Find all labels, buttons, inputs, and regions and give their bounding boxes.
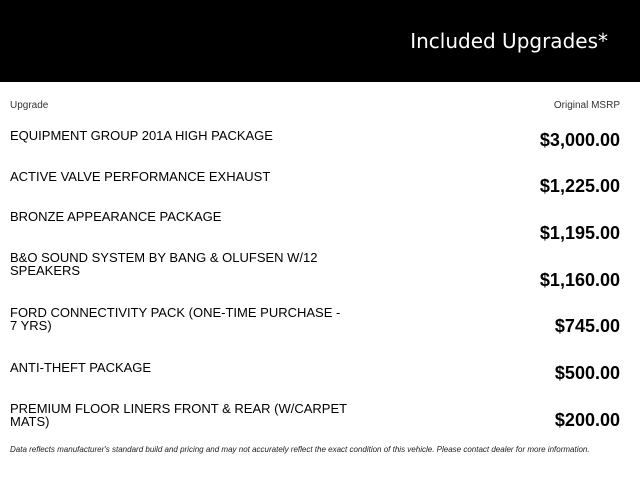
upgrade-price: $3,000.00 xyxy=(539,130,620,150)
header-bar xyxy=(0,0,640,82)
column-header-upgrade: Upgrade xyxy=(10,100,49,111)
page-title: Included Upgrades* xyxy=(410,29,608,53)
upgrade-price: $1,225.00 xyxy=(539,176,620,196)
upgrade-name: ACTIVE VALVE PERFORMANCE EXHAUST xyxy=(10,169,271,184)
upgrade-price: $1,195.00 xyxy=(539,223,620,243)
upgrade-name: B&O SOUND SYSTEM BY BANG & OLUFSEN W/12 SPEAKERS xyxy=(10,250,318,278)
upgrade-name: EQUIPMENT GROUP 201A HIGH PACKAGE xyxy=(10,128,273,143)
column-header-msrp: Original MSRP xyxy=(553,100,620,111)
upgrade-price: $500.00 xyxy=(554,363,620,383)
upgrade-price: $1,160.00 xyxy=(539,270,620,290)
upgrade-name: ANTI-THEFT PACKAGE xyxy=(10,360,152,375)
disclaimer-text: Data reflects manufacturer's standard build and pricing and may not accurately reflect the exact condition of this vehicle. Please contact dealer for more information. xyxy=(10,445,590,454)
upgrade-name: PREMIUM FLOOR LINERS FRONT & REAR (W/CARPET MATS) xyxy=(10,401,347,429)
upgrade-name: BRONZE APPEARANCE PACKAGE xyxy=(10,209,222,224)
upgrade-price: $200.00 xyxy=(554,410,620,430)
upgrade-name: FORD CONNECTIVITY PACK (ONE-TIME PURCHASE - 7 YRS) xyxy=(10,305,341,333)
upgrade-price: $745.00 xyxy=(554,316,620,336)
